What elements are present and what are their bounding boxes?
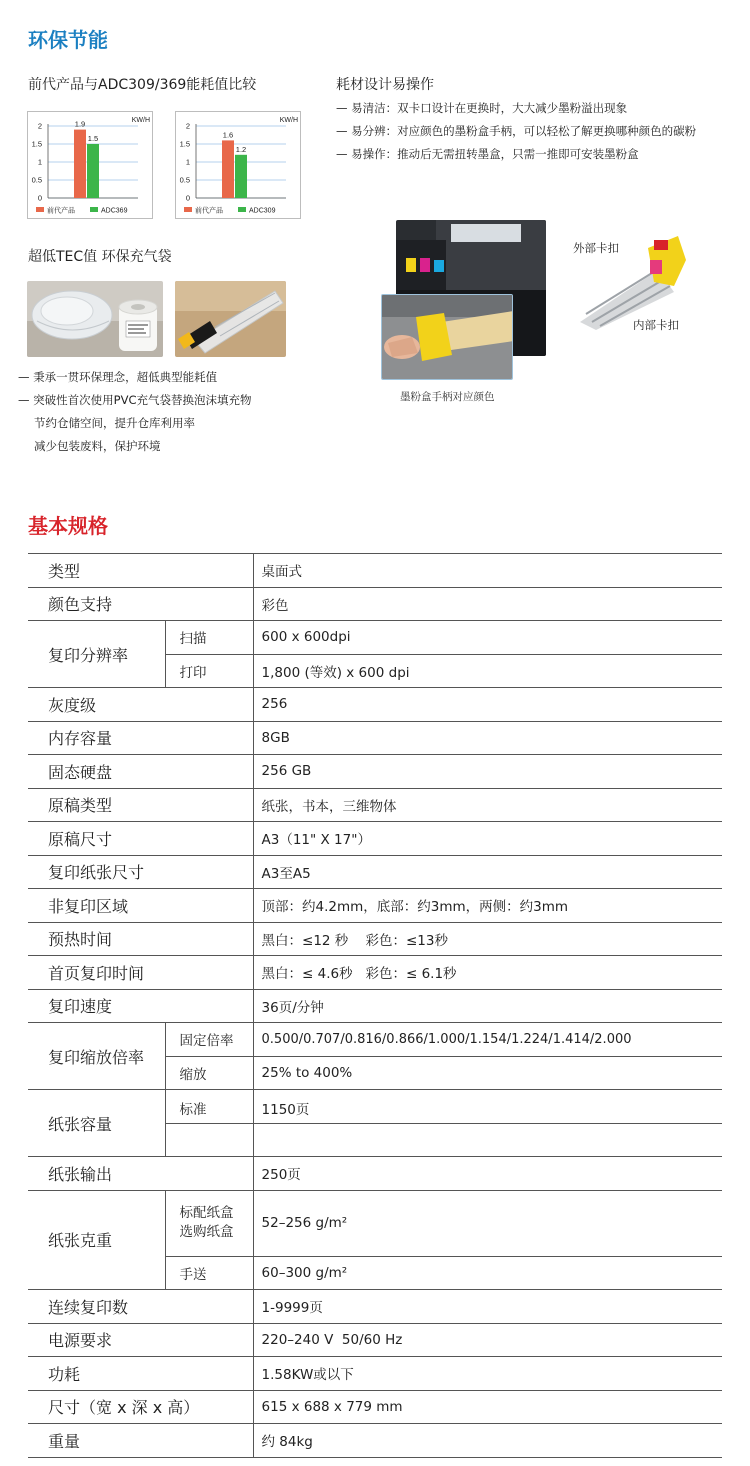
spec-row-color <box>28 587 722 621</box>
spec-value: 纸张，书本，三维物体 <box>253 788 722 822</box>
spec-row-memory <box>28 721 722 755</box>
spec-row-consumption <box>28 1357 722 1391</box>
chart-y-tick-label: 2 <box>37 121 42 131</box>
spec-table <box>28 553 722 1458</box>
chart-unit-label: KW/H <box>131 117 150 124</box>
chart-bar-previous <box>74 130 86 198</box>
spec-row-paper-size <box>28 855 722 889</box>
spec-label: 固态硬盘 <box>28 755 253 789</box>
spec-value: 256 <box>253 688 722 722</box>
eco-bullet-3: 节约仓储空间，提升仓库利用率 <box>34 416 195 430</box>
chart-y-tick-label: 1.5 <box>31 139 42 149</box>
tec-title: 超低TEC值 环保充气袋 <box>28 249 172 265</box>
spec-row-speed <box>28 989 722 1023</box>
spec-label: 复印缩放倍率 <box>28 1023 165 1090</box>
spec-label: 纸张容量 <box>28 1090 165 1157</box>
consumables-bullet-1: — 易清洁：双卡口设计在更换时，大大减少墨粉溢出现象 <box>336 101 628 115</box>
chart-bar-new <box>235 155 247 198</box>
spec-value: A3（11" X 17"） <box>253 822 722 856</box>
eco-section-title: 环保节能 <box>28 28 108 52</box>
spec-value: 顶部：约4.2mm，底部：约3mm，两侧：约3mm <box>253 889 722 923</box>
spec-sublabel: 扫描 <box>165 621 253 655</box>
energy-compare-title: 前代产品与ADC309/369能耗值比较 <box>28 77 257 93</box>
spec-row-output <box>28 1157 722 1191</box>
spec-label: 尺寸（宽 x 深 x 高） <box>28 1390 253 1424</box>
spec-label: 功耗 <box>28 1357 253 1391</box>
spec-value: 615 x 688 x 779 mm <box>253 1390 722 1424</box>
spec-value: 220–240 V 50/60 Hz <box>253 1323 722 1357</box>
spec-value: 25% to 400% <box>253 1056 722 1090</box>
spec-label: 纸张输出 <box>28 1157 253 1191</box>
spec-value: 1,800 (等效) x 600 dpi <box>253 654 722 688</box>
spec-value: 黑白：≤ 4.6秒 彩色：≤ 6.1秒 <box>253 956 722 990</box>
spec-value: 0.500/0.707/0.816/0.866/1.000/1.154/1.224/1.414/2.000 <box>253 1023 722 1057</box>
chart-bar-previous <box>222 140 234 198</box>
inner-clip-label: 内部卡扣 <box>633 318 679 332</box>
specs-section-title: 基本规格 <box>28 514 108 538</box>
spec-row-ssd <box>28 755 722 789</box>
spec-label: 预热时间 <box>28 922 253 956</box>
spec-row-original-type <box>28 788 722 822</box>
energy-chart-adc309 <box>175 111 301 219</box>
chart-y-tick-label: 1 <box>185 157 190 167</box>
spec-row-original-size <box>28 822 722 856</box>
chart-y-tick-label: 1.5 <box>179 139 190 149</box>
spec-value: 250页 <box>253 1157 722 1191</box>
spec-row-continuous <box>28 1290 722 1324</box>
spec-value: 60–300 g/m² <box>253 1256 722 1290</box>
spec-value: 256 GB <box>253 755 722 789</box>
consumables-bullet-3: — 易操作：推动后无需扭转墨盒，只需一推即可安装墨粉盒 <box>336 147 639 161</box>
chart-legend-swatch <box>238 207 246 212</box>
spec-row-first-copy <box>28 956 722 990</box>
energy-chart-adc309-svg <box>176 112 302 220</box>
toner-bag-photo <box>175 281 286 357</box>
spec-row-power <box>28 1323 722 1357</box>
spec-sublabel: 缩放 <box>165 1056 253 1090</box>
chart-y-tick-label: 0.5 <box>31 175 42 185</box>
spec-value: 8GB <box>253 721 722 755</box>
spec-value: 52–256 g/m² <box>253 1190 722 1256</box>
chart-data-label: 1.2 <box>235 144 247 154</box>
spec-row-gray <box>28 688 722 722</box>
chart-data-label: 1.5 <box>87 134 99 143</box>
air-bag-photo <box>27 281 163 357</box>
chart-legend-swatch <box>184 207 192 212</box>
chart-y-tick-label: 0 <box>37 193 42 203</box>
spec-label: 电源要求 <box>28 1323 253 1357</box>
chart-bar-new <box>87 144 99 198</box>
spec-label: 复印速度 <box>28 989 253 1023</box>
spec-row-mass <box>28 1424 722 1458</box>
spec-label: 复印分辨率 <box>28 621 165 688</box>
toner-bag-image <box>175 281 286 357</box>
chart-y-tick-label: 0 <box>185 193 190 203</box>
spec-row-zoom-fixed <box>28 1023 722 1057</box>
chart-data-label: 1.9 <box>74 119 86 129</box>
chart-legend-swatch <box>36 207 44 212</box>
spec-value: 黑白：≤12 秒 彩色：≤13秒 <box>253 922 722 956</box>
spec-value: 36页/分钟 <box>253 989 722 1023</box>
spec-value: A3至A5 <box>253 855 722 889</box>
toner-handle-image <box>382 295 513 380</box>
spec-label: 颜色支持 <box>28 587 253 621</box>
consumables-bullet-2: — 易分辨：对应颜色的墨粉盒手柄，可以轻松了解更换哪种颜色的碳粉 <box>336 124 697 138</box>
energy-chart-adc369 <box>27 111 153 219</box>
spec-row-margin <box>28 889 722 923</box>
air-bag-image <box>27 281 163 357</box>
energy-chart-adc369-svg <box>28 112 154 220</box>
chart-legend-label: ADC309 <box>249 207 276 215</box>
spec-label: 内存容量 <box>28 721 253 755</box>
spec-label: 类型 <box>28 554 253 588</box>
toner-handle-photo <box>381 294 513 380</box>
toner-photo-caption: 墨粉盒手柄对应颜色 <box>400 391 495 403</box>
spec-label: 非复印区域 <box>28 889 253 923</box>
spec-sublabel-tray-opt: 选购纸盒 <box>179 1224 234 1240</box>
spec-sublabel <box>165 1190 253 1256</box>
chart-y-tick-label: 0.5 <box>179 175 190 185</box>
outer-clip-label: 外部卡扣 <box>573 241 619 255</box>
chart-unit-label: KW/H <box>279 117 298 124</box>
chart-y-tick-label: 2 <box>185 121 190 131</box>
spec-label: 首页复印时间 <box>28 956 253 990</box>
spec-row-weight-tray <box>28 1190 722 1256</box>
spec-value: 1150页 <box>253 1090 722 1124</box>
spec-sublabel: 固定倍率 <box>165 1023 253 1057</box>
spec-sublabel: 手送 <box>165 1256 253 1290</box>
spec-sublabel: 打印 <box>165 654 253 688</box>
spec-row-dimensions <box>28 1390 722 1424</box>
spec-row-type <box>28 554 722 588</box>
spec-value: 桌面式 <box>253 554 722 588</box>
chart-data-label: 1.6 <box>222 130 234 140</box>
chart-legend-label: ADC369 <box>101 207 128 215</box>
chart-y-tick-label: 1 <box>37 157 42 167</box>
spec-row-capacity-standard <box>28 1090 722 1124</box>
spec-label: 原稿类型 <box>28 788 253 822</box>
spec-sublabel-empty <box>165 1123 253 1157</box>
consumables-title: 耗材设计易操作 <box>336 77 434 93</box>
spec-label: 重量 <box>28 1424 253 1458</box>
eco-bullet-1: — 秉承一贯环保理念，超低典型能耗值 <box>18 370 218 384</box>
spec-label: 灰度级 <box>28 688 253 722</box>
eco-bullet-4: 减少包装废料，保护环境 <box>34 439 161 453</box>
spec-value: 600 x 600dpi <box>253 621 722 655</box>
spec-sublabel-tray-std: 标配纸盒 <box>179 1205 234 1221</box>
spec-value-empty <box>253 1123 722 1157</box>
chart-legend-label: 前代产品 <box>47 207 75 215</box>
spec-value: 1.58KW或以下 <box>253 1357 722 1391</box>
spec-row-resolution-scan <box>28 621 722 655</box>
spec-row-warmup <box>28 922 722 956</box>
spec-label: 纸张克重 <box>28 1190 165 1290</box>
chart-legend-swatch <box>90 207 98 212</box>
spec-label: 连续复印数 <box>28 1290 253 1324</box>
spec-sublabel: 标准 <box>165 1090 253 1124</box>
spec-value: 彩色 <box>253 587 722 621</box>
spec-value: 约 84kg <box>253 1424 722 1458</box>
eco-bullet-2: — 突破性首次使用PVC充气袋替换泡沫填充物 <box>18 393 252 407</box>
spec-label: 复印纸张尺寸 <box>28 855 253 889</box>
spec-value: 1-9999页 <box>253 1290 722 1324</box>
chart-legend-label: 前代产品 <box>195 207 223 215</box>
spec-label: 原稿尺寸 <box>28 822 253 856</box>
